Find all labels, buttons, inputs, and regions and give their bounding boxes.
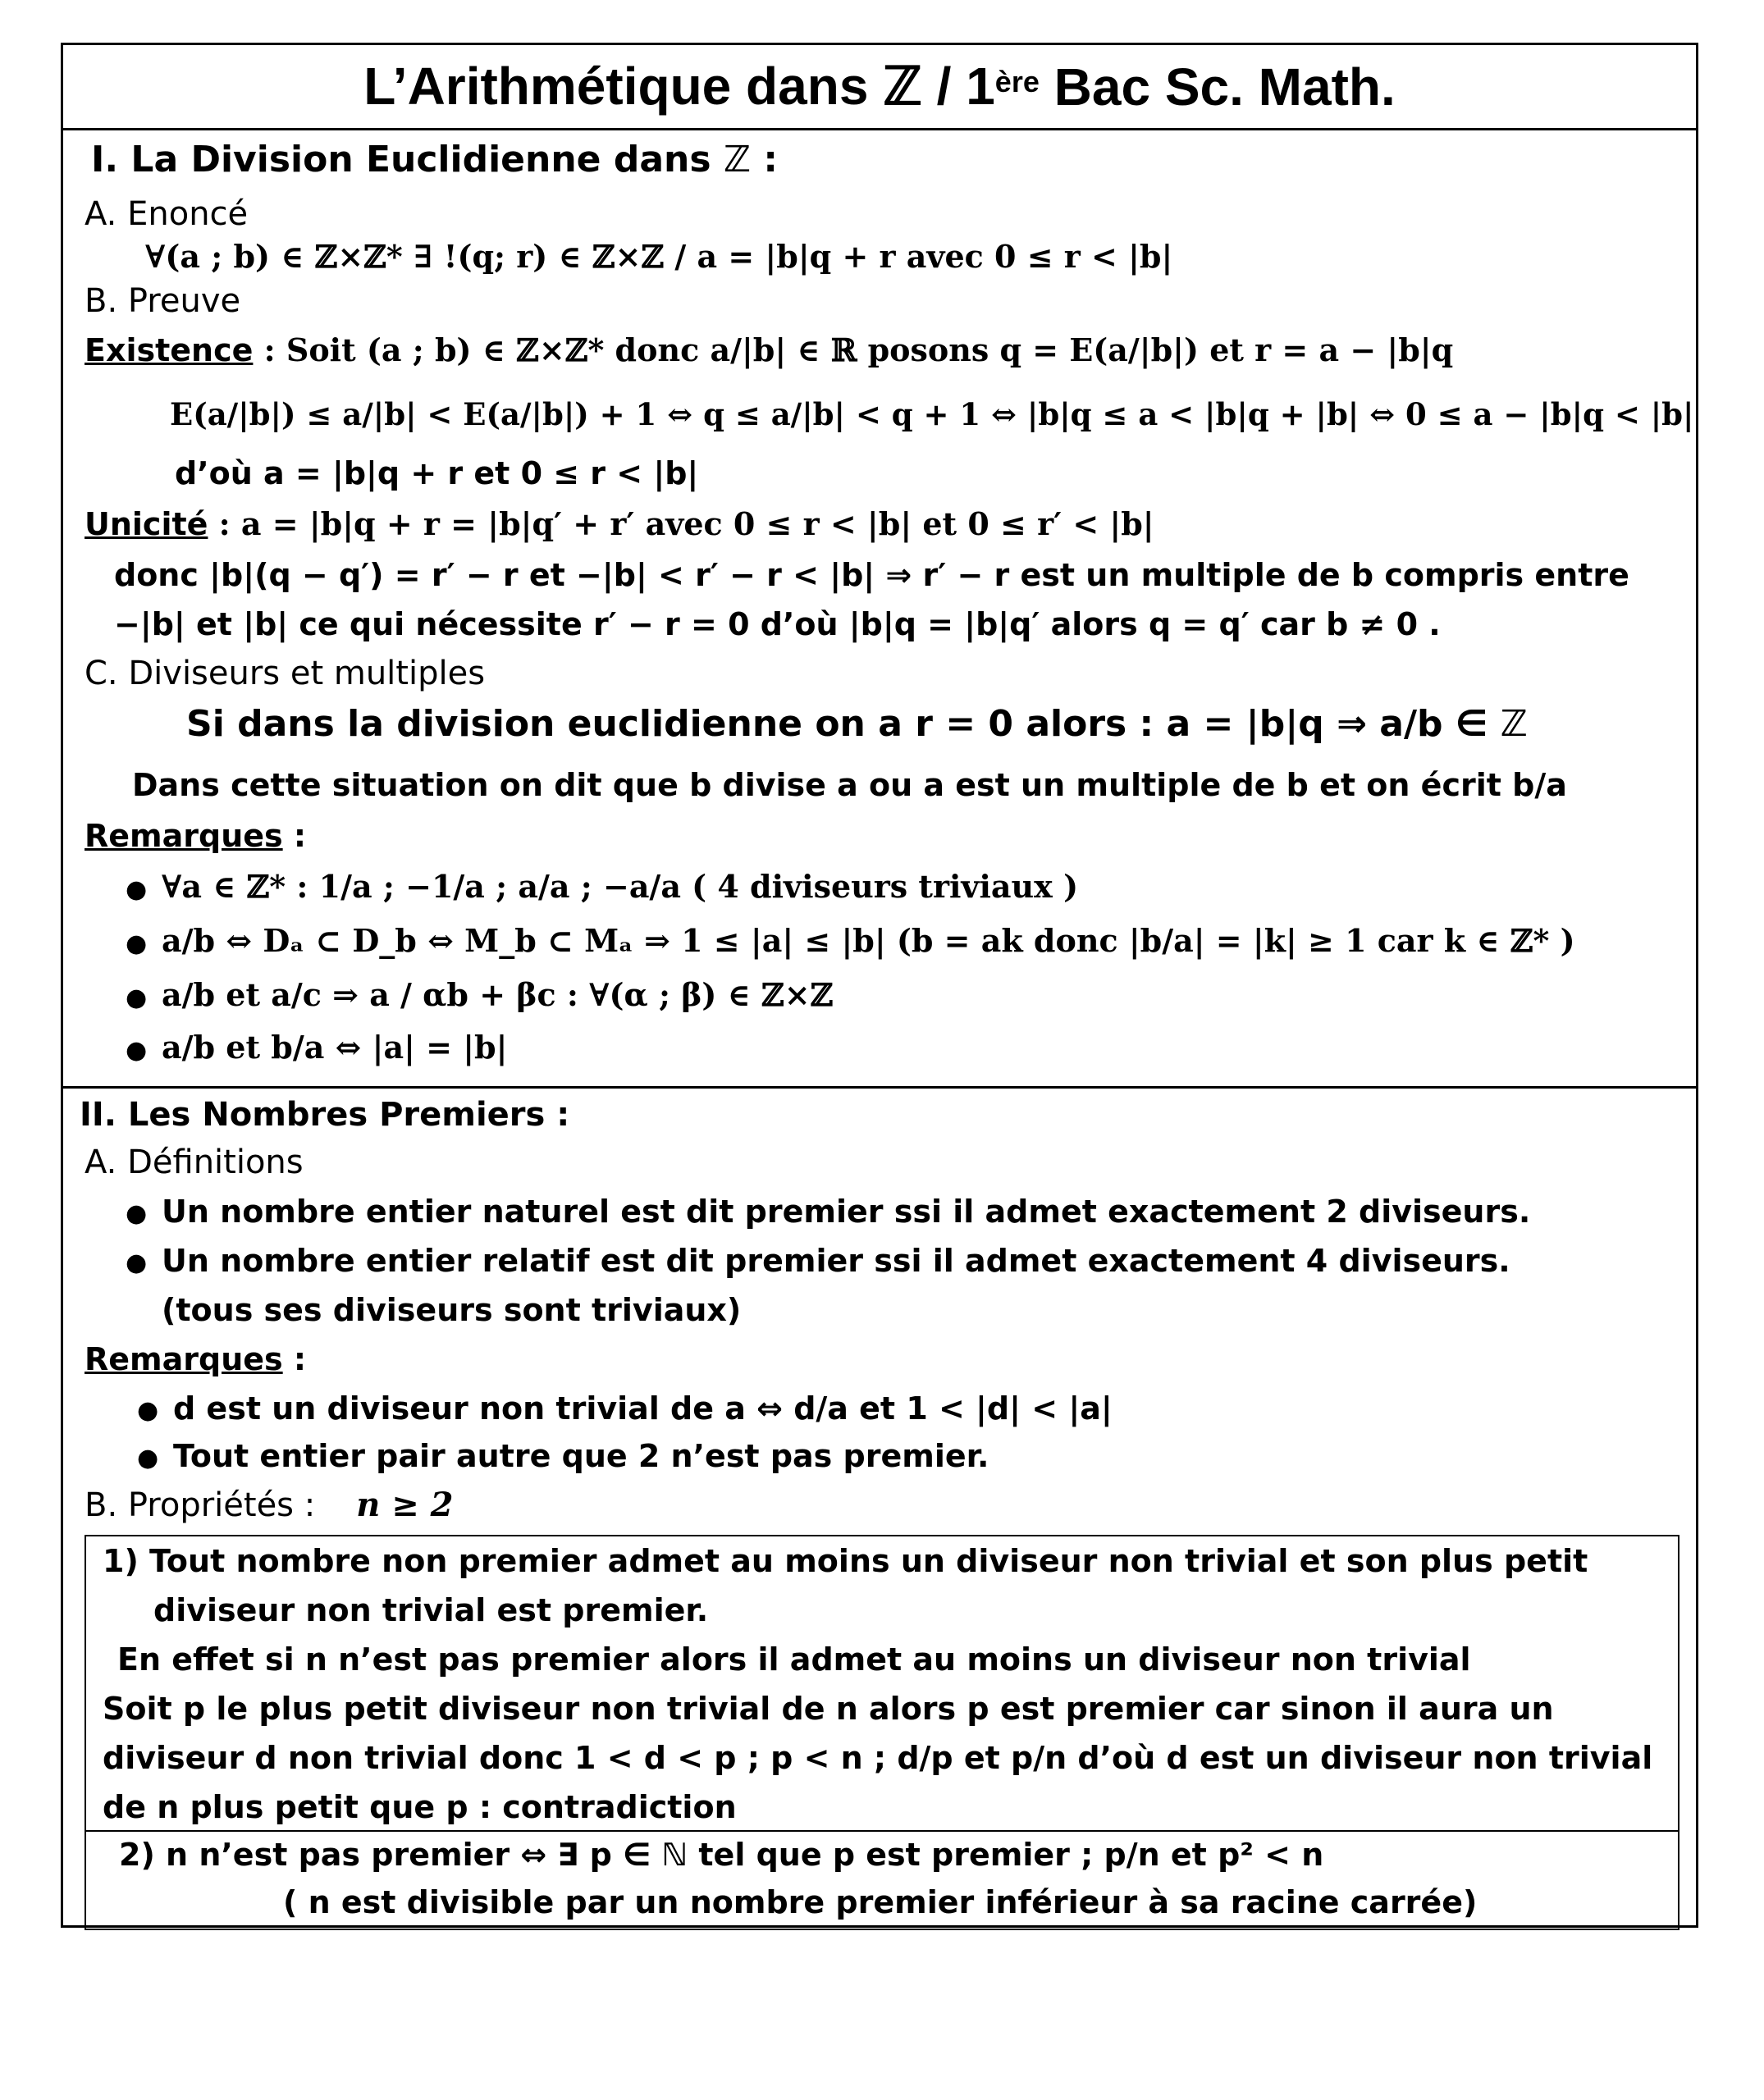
- existence-chain: E(a/|b|) ≤ a/|b| < E(a/|b|) + 1 ⇔ q ≤ a/|b| < q + 1 ⇔ |b|q ≤ a < |b|q + |b| ⇔ 0 ≤ a − |b|q < |b|: [170, 396, 1694, 432]
- enonce-formula: ∀(a ; b) ∈ ℤ×ℤ* ∃ !(q; r) ∈ ℤ×ℤ / a = |b|q + r avec 0 ≤ r < |b|: [145, 238, 1173, 275]
- list-item: ● d est un diviseur non trivial de a ⇔ d/a et 1 < |d| < |a|: [137, 1389, 1113, 1431]
- list-item: ● a/b et b/a ⇔ |a| = |b|: [126, 1028, 507, 1071]
- bullet-icon: ●: [126, 874, 148, 904]
- prop1-line5: diviseur d non trivial donc 1 < d < p ; p < n ; d/p et p/n d’où d est un diviseur non trivial: [103, 1740, 1653, 1776]
- section1-c-label: C. Diviseurs et multiples: [85, 655, 486, 692]
- prop2-line1: 2) n n’est pas premier ⇔ ∃ p ∈ ℕ tel que p est premier ; p/n et p² < n: [119, 1837, 1324, 1873]
- bullet-icon: ●: [137, 1443, 159, 1472]
- remarques-word: Remarques: [85, 1341, 283, 1377]
- section2-a-label: A. Définitions: [85, 1144, 304, 1181]
- prop2-line2: ( n est divisible par un nombre premier inférieur à sa racine carrée): [283, 1884, 1478, 1920]
- property-1-box: [85, 1535, 1679, 1832]
- unicite-line: [85, 504, 1154, 544]
- section1-remarques-heading: [85, 816, 306, 856]
- list-item: ● Un nombre entier relatif est dit premier ssi il admet exactement 4 diviseurs.: [126, 1241, 1510, 1283]
- bullet-icon: ●: [126, 1198, 148, 1228]
- existence-line: [85, 331, 1453, 370]
- section2-remarques-heading: [85, 1340, 306, 1379]
- prop1-line6: de n plus petit que p : contradiction: [103, 1789, 737, 1825]
- definitions-note: (tous ses diviseurs sont triviaux): [162, 1292, 742, 1328]
- b-condition: n ≥ 2: [356, 1486, 454, 1524]
- section-division-euclidienne: [63, 130, 1696, 1089]
- title-main: L’Arithmétique dans ℤ / 1: [363, 57, 995, 116]
- remarques-colon: :: [282, 1341, 307, 1377]
- unicite-line2: donc |b|(q − q′) = r′ − r et −|b| < r′ − r < |b| ⇒ r′ − r est un multiple de b compris entre: [114, 557, 1629, 593]
- property-2-box: [85, 1830, 1679, 1930]
- list-item: ● Un nombre entier naturel est dit premier ssi il admet exactement 2 diviseurs.: [126, 1192, 1530, 1234]
- prop1-line3: En effet si n n’est pas premier alors il admet au moins un diviseur non trivial: [117, 1641, 1471, 1678]
- remarques-colon: :: [282, 818, 307, 854]
- prop1-line4: Soit p le plus petit diviseur non trivial de n alors p est premier car sinon il aura un: [103, 1691, 1554, 1727]
- section-nombres-premiers: [63, 1089, 1696, 1925]
- c-text: Dans cette situation on dit que b divise a ou a est un multiple de b et on écrit b/a: [132, 767, 1567, 803]
- section1-a-label: A. Enoncé: [85, 195, 249, 233]
- section1-b-label: B. Preuve: [85, 282, 241, 320]
- unicite-text: : a = |b|q + r = |b|q′ + r′ avec 0 ≤ r < |b| et 0 ≤ r′ < |b|: [208, 505, 1154, 542]
- existence-conclusion: d’où a = |b|q + r et 0 ≤ r < |b|: [175, 455, 699, 491]
- bullet-icon: ●: [126, 983, 148, 1012]
- prop1-line1: 1) Tout nombre non premier admet au moins un diviseur non trivial et son plus petit: [103, 1543, 1588, 1579]
- list-item: ● ∀a ∈ ℤ* : 1/a ; −1/a ; a/a ; −a/a ( 4 diviseurs triviaux ): [126, 867, 1078, 910]
- list-item: ● a/b et a/c ⇒ a / αb + βc : ∀(α ; β) ∈ ℤ×ℤ: [126, 975, 833, 1018]
- c-statement: Si dans la division euclidienne on a r = 0 alors : a = |b|q ⇒ a/b ∈ ℤ: [186, 703, 1528, 745]
- section1-heading: I. La Division Euclidienne dans ℤ :: [91, 139, 778, 180]
- bullet-icon: ●: [137, 1395, 159, 1425]
- existence-text: : Soit (a ; b) ∈ ℤ×ℤ* donc a/|b| ∈ ℝ posons q = E(a/|b|) et r = a − |b|q: [253, 331, 1454, 368]
- prop1-line2: diviseur non trivial est premier.: [153, 1592, 709, 1628]
- unicite-line3: −|b| et |b| ce qui nécessite r′ − r = 0 d’où |b|q = |b|q′ alors q = q′ car b ≠ 0 .: [114, 606, 1441, 642]
- bullet-icon: ●: [126, 929, 148, 958]
- document-frame: [61, 43, 1698, 1928]
- section2-b-label: B. Propriétés : n ≥ 2: [85, 1486, 454, 1524]
- list-item: ● a/b ⇔ Dₐ ⊂ D_b ⇔ M_b ⊂ Mₐ ⇒ 1 ≤ |a| ≤ |b| (b = ak donc |b/a| = |k| ≥ 1 car k ∈ ℤ* ): [126, 921, 1575, 964]
- page-title: [63, 45, 1696, 130]
- unicite-word: Unicité: [85, 506, 208, 542]
- bullet-icon: ●: [126, 1248, 148, 1277]
- section2-heading: II. Les Nombres Premiers :: [80, 1096, 570, 1134]
- remarques-word: Remarques: [85, 818, 283, 854]
- title-tail: Bac Sc. Math.: [1039, 57, 1396, 116]
- list-item: ● Tout entier pair autre que 2 n’est pas premier.: [137, 1436, 989, 1478]
- bullet-icon: ●: [126, 1035, 148, 1065]
- title-superscript: ère: [994, 64, 1040, 98]
- existence-word: Existence: [85, 332, 254, 368]
